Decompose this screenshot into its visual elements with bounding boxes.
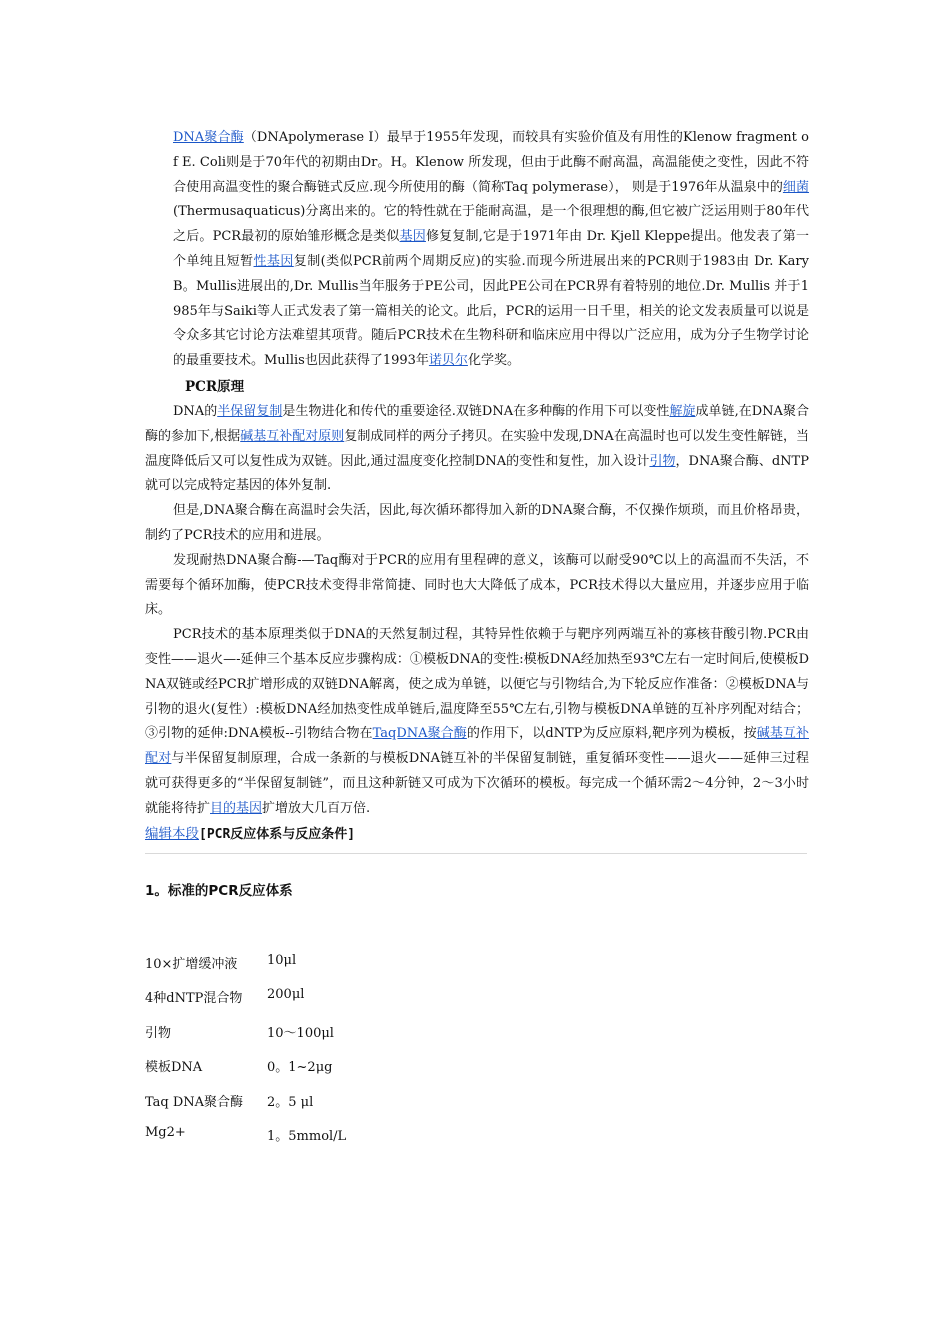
link-taq-dna-polymerase[interactable]: TaqDNA聚合酶	[372, 726, 467, 742]
principle-text-4a: PCR技术的基本原理类似于DNA的天然复制过程，其特异性依赖于与靶序列两端互补的寡核苷酸引物.PCR由变性——退火—-延伸三个基本反应步骤构成：①模板DNA的变性:模板DNA经加热至93℃左右一定时间后,使模板DNA双链或经PCR扩增形成的双链DNA解离，使之成为单链，以便它与引物结合,为下轮反应作准备：②模板DNA与引物的退火(复性）:模板DNA经加热变性成单链后,温度降至55℃左右,引物与模板DNA单链的互补序列配对结合；③引物的延伸:DNA模板--引物结合物在	[145, 627, 809, 742]
table-row	[145, 1091, 809, 1126]
intro-text-2: (Thermusaquaticus)分离出来的。它的特性就在于能耐高温，是一个很理想的酶,但它被广泛运用则于80年代之后。PCR最初的原始雏形概念是类似	[173, 204, 809, 245]
section-header	[145, 822, 809, 847]
table-row	[145, 1022, 809, 1057]
principle-text-4c: 与半保留复制原理，合成一条新的与模板DNA链互补的半保留复制链，重复循环变性——退火——延伸三过程就可获得更多的“半保留复制链”，而且这种新链又可成为下次循环的模板。每完成一个循环需2～4分钟，2～3小时就能将待扩	[145, 751, 809, 816]
principle-paragraph-2: 但是,DNA聚合酶在高温时会失活，因此,每次循环都得加入新的DNA聚合酶，不仅操作烦琐，而且价格昂贵，制约了PCR技术的应用和进展。	[145, 503, 809, 543]
principle-text-1b: 是生物进化和传代的重要途径.双链DNA在多种酶的作用下可以变性	[282, 403, 670, 419]
link-base-pairing-rule[interactable]: 碱基互补配对原则	[240, 428, 345, 444]
link-semi-conservative[interactable]: 半保留复制	[217, 403, 283, 419]
recipe-item-name: 引物	[145, 1025, 172, 1041]
recipe-item-amount: 200μl	[267, 987, 305, 1003]
recipe-item-amount: 0。1~2μg	[267, 1060, 333, 1076]
principle-paragraph-4	[145, 623, 809, 821]
recipe-item-name: 4种dNTP混合物	[145, 991, 243, 1007]
table-row	[145, 953, 809, 988]
intro-paragraph	[145, 126, 809, 374]
intro-text-1: （DNApolymerase I）最早于1955年发现，而较具有实验价值及有用性的Klenow fragment of E. Coli则是于70年代的初期由Dr。H。Klenow 所发现，但由于此酶不耐高温，高温能使之变性，因此不符合使用高温变性的聚合酶链式反应.现今所使用的酶（简称Taq polymerase）， 则是于1976年从温泉中的	[173, 130, 809, 195]
principle-text-1c: 成单链,在DNA聚合酶的参加下,根据	[145, 403, 809, 444]
principle-text-1e: ，DNA聚合酶、dNTP就可以完成特定基因的体外复制.	[145, 453, 809, 494]
table-row	[145, 1056, 809, 1091]
recipe-item-amount: 1。5mmol/L	[267, 1129, 347, 1145]
link-target-gene[interactable]: 目的基因	[210, 800, 263, 816]
recipe-item-name: 10×扩增缓冲液	[145, 956, 238, 972]
link-bacteria[interactable]: 细菌	[782, 179, 809, 195]
table-row	[145, 1125, 809, 1160]
document-page	[145, 126, 809, 1160]
recipe-item-amount: 10μl	[267, 952, 297, 968]
recipe-item-amount: 10～100μl	[267, 1025, 334, 1041]
link-sex-gene[interactable]: 性基因	[253, 253, 294, 269]
recipe-item-name: Taq DNA聚合酶	[145, 1094, 244, 1110]
link-dna-polymerase[interactable]: DNA聚合酶	[173, 130, 244, 145]
recipe-item-amount: 2。5 μl	[267, 1094, 314, 1110]
edit-section-link[interactable]: 编辑本段	[145, 825, 199, 842]
section-divider	[145, 853, 807, 854]
principle-text-1a: DNA的	[173, 403, 218, 419]
recipe-item-name: Mg2+	[145, 1125, 186, 1141]
principle-text-4b: 的作用下，以dNTP为反应原料,靶序列为模板，按	[466, 726, 757, 742]
recipe-table	[145, 953, 809, 1160]
table-row	[145, 987, 809, 1022]
link-base-pairing[interactable]: 碱基互补配对	[145, 726, 809, 767]
principle-text-1d: 复制成同样的两分子拷贝。在实验中发现,DNA在高温时也可以发生变性解链，当温度降低后又可以复性成为双链。因此,通过温度变化控制DNA的变性和复性，加入设计	[145, 428, 809, 469]
recipe-item-name: 模板DNA	[145, 1060, 203, 1076]
principle-text-4d: 扩增放大几百万倍.	[262, 800, 371, 816]
heading-pcr-principle: PCR原理	[185, 378, 245, 395]
link-gene[interactable]: 基因	[399, 229, 426, 245]
section-title: [PCR反应体系与反应条件]	[199, 826, 356, 842]
sub-heading-standard-system: 1。标准的PCR反应体系	[145, 882, 293, 899]
link-nobel[interactable]: 诺贝尔	[428, 353, 468, 369]
intro-text-3: 修复复制,它是于1971年由 Dr. Kjell Kleppe提出。他发表了第一个单纯且短暂	[173, 229, 809, 269]
intro-text-4: 复制(类似PCR前两个周期反应)的实验.而现今所进展出来的PCR则于1983由 Dr. Kary B。Mullis进展出的,Dr. Mullis当年服务于PE公司，因此PE公司在PCR界有着特别的地位.Dr. Mullis 并于1985年与Saiki等人正式发表了第一篇相关的论文。此后，PCR的运用一日千里，相关的论文发表质量可以说是令众多其它讨论方法难望其项背。随后PCR技术在生物科研和临床应用中得以广泛应用，成为分子生物学讨论的最重要技术。Mullis也因此获得了1993年	[173, 253, 809, 369]
intro-text-5: 化学奖。	[467, 353, 520, 369]
link-primer[interactable]: 引物	[649, 453, 676, 469]
link-unwind[interactable]: 解旋	[669, 403, 696, 419]
principle-paragraph-1	[145, 400, 809, 499]
principle-paragraph-3: 发现耐热DNA聚合酶-—Taq酶对于PCR的应用有里程碑的意义，该酶可以耐受90℃以上的高温而不失活，不需要每个循环加酶，使PCR技术变得非常简捷、同时也大大降低了成本，PCR技术得以大量应用，并逐步应用于临床。	[145, 552, 809, 618]
